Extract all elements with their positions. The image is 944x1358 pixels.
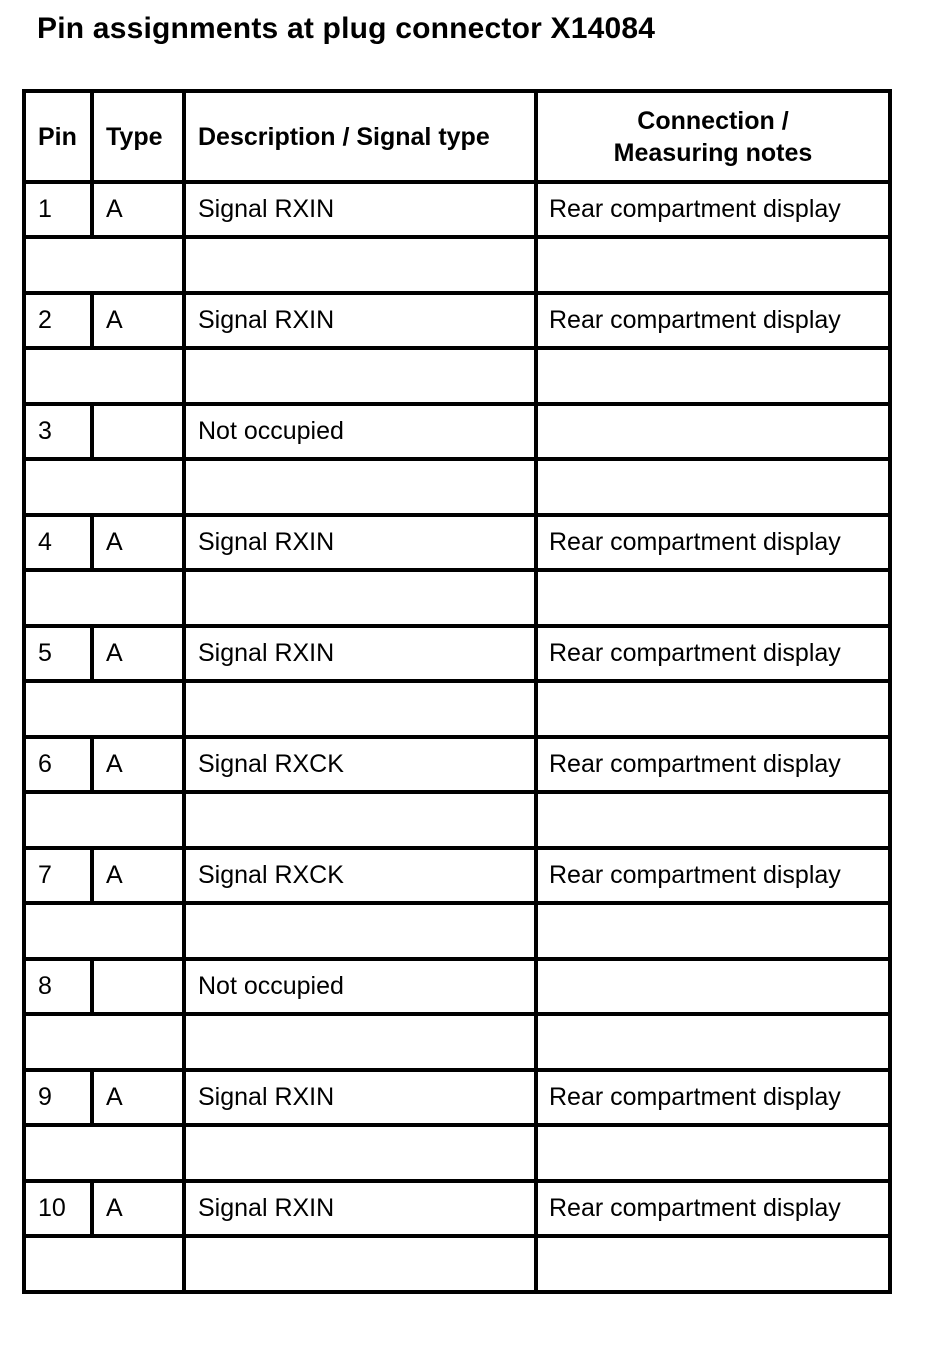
spacer-cell [536, 1236, 890, 1292]
table-row [24, 737, 890, 792]
header-pin: Pin [24, 91, 92, 182]
pin-cell: 4 [24, 515, 92, 570]
spacer-row [24, 348, 890, 404]
connection-cell: Rear compartment display [536, 182, 890, 237]
type-cell: A [92, 626, 184, 681]
spacer-cell [24, 1236, 184, 1292]
pin-cell: 3 [24, 404, 92, 459]
spacer-cell [536, 903, 890, 959]
table-row [24, 182, 890, 237]
spacer-cell [536, 348, 890, 404]
table-row [24, 959, 890, 1014]
table-row [24, 848, 890, 903]
pin-cell: 2 [24, 293, 92, 348]
description-cell: Signal RXIN [184, 1181, 536, 1236]
spacer-cell [536, 1125, 890, 1181]
pin-cell: 8 [24, 959, 92, 1014]
table-row [24, 293, 890, 348]
description-cell: Not occupied [184, 959, 536, 1014]
spacer-cell [184, 1125, 536, 1181]
connection-cell: Rear compartment display [536, 848, 890, 903]
table-row [24, 1070, 890, 1125]
table-row [24, 1181, 890, 1236]
spacer-cell [24, 681, 184, 737]
spacer-cell [24, 1014, 184, 1070]
spacer-cell [184, 237, 536, 293]
connection-cell: Rear compartment display [536, 293, 890, 348]
header-connection [536, 91, 890, 182]
spacer-cell [24, 237, 184, 293]
spacer-cell [24, 570, 184, 626]
spacer-row [24, 792, 890, 848]
spacer-cell [184, 459, 536, 515]
pin-cell: 6 [24, 737, 92, 792]
type-cell: A [92, 182, 184, 237]
description-cell: Signal RXCK [184, 848, 536, 903]
connection-cell: Rear compartment display [536, 737, 890, 792]
connection-cell: Rear compartment display [536, 515, 890, 570]
header-connection-line1: Connection / [637, 106, 789, 135]
description-cell: Signal RXIN [184, 626, 536, 681]
description-cell: Signal RXIN [184, 515, 536, 570]
spacer-cell [24, 348, 184, 404]
spacer-cell [184, 348, 536, 404]
spacer-cell [184, 1236, 536, 1292]
table-header-row [24, 91, 890, 182]
header-type: Type [92, 91, 184, 182]
spacer-cell [536, 1014, 890, 1070]
connection-cell [536, 959, 890, 1014]
description-cell: Signal RXIN [184, 1070, 536, 1125]
spacer-cell [24, 459, 184, 515]
spacer-cell [184, 570, 536, 626]
spacer-cell [536, 681, 890, 737]
spacer-cell [536, 459, 890, 515]
spacer-cell [184, 681, 536, 737]
type-cell: A [92, 293, 184, 348]
type-cell: A [92, 848, 184, 903]
spacer-cell [184, 792, 536, 848]
type-cell: A [92, 515, 184, 570]
spacer-cell [536, 570, 890, 626]
description-cell: Signal RXIN [184, 182, 536, 237]
description-cell: Not occupied [184, 404, 536, 459]
description-cell: Signal RXIN [184, 293, 536, 348]
connection-cell: Rear compartment display [536, 1181, 890, 1236]
spacer-row [24, 237, 890, 293]
spacer-row [24, 681, 890, 737]
table-row [24, 404, 890, 459]
pin-cell: 5 [24, 626, 92, 681]
spacer-row [24, 570, 890, 626]
page-title: Pin assignments at plug connector X14084 [37, 12, 656, 45]
description-cell: Signal RXCK [184, 737, 536, 792]
pin-assignment-table [22, 89, 892, 1294]
connection-cell [536, 404, 890, 459]
connection-cell: Rear compartment display [536, 626, 890, 681]
spacer-row [24, 1125, 890, 1181]
connection-cell: Rear compartment display [536, 1070, 890, 1125]
pin-cell: 1 [24, 182, 92, 237]
type-cell [92, 404, 184, 459]
spacer-row [24, 1236, 890, 1292]
spacer-cell [184, 903, 536, 959]
table-row [24, 626, 890, 681]
header-connection-line2: Measuring notes [613, 138, 813, 167]
spacer-cell [24, 903, 184, 959]
spacer-cell [536, 237, 890, 293]
header-description: Description / Signal type [184, 91, 536, 182]
spacer-cell [24, 1125, 184, 1181]
type-cell: A [92, 1181, 184, 1236]
table-row [24, 515, 890, 570]
spacer-cell [536, 792, 890, 848]
type-cell: A [92, 737, 184, 792]
pin-cell: 10 [24, 1181, 92, 1236]
spacer-cell [24, 792, 184, 848]
type-cell: A [92, 1070, 184, 1125]
spacer-row [24, 459, 890, 515]
pin-cell: 7 [24, 848, 92, 903]
type-cell [92, 959, 184, 1014]
spacer-cell [184, 1014, 536, 1070]
spacer-row [24, 903, 890, 959]
pin-cell: 9 [24, 1070, 92, 1125]
spacer-row [24, 1014, 890, 1070]
